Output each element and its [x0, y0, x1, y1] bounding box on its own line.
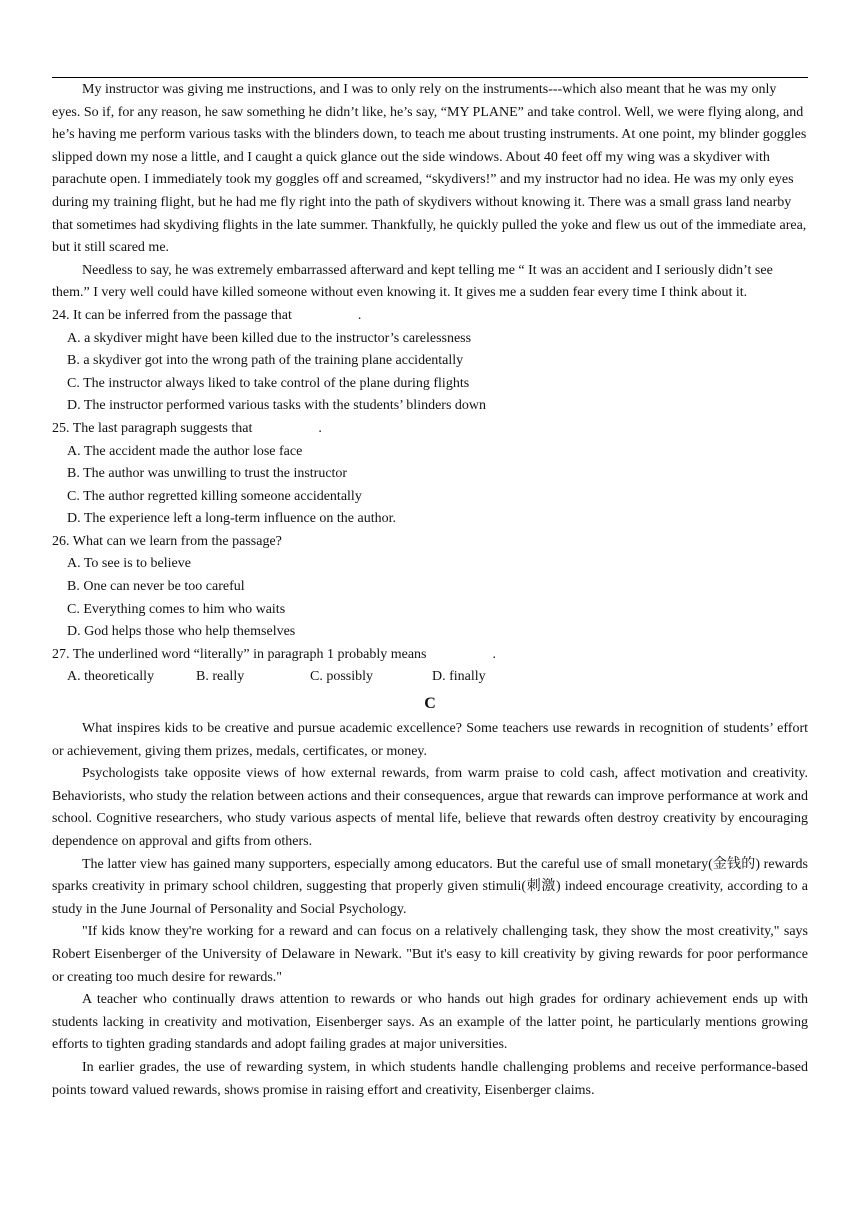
- inline-options: [52, 666, 808, 689]
- option-b: B. really: [196, 669, 245, 685]
- passage-c-paragraph-4: "If kids know they're working for a reward and can focus on a relatively challenging task, they show the most creativity," says Robert Eisenberger of the University of Delaware in Newark. "But it's easy to kill creativity by giving rewards for poor performance or creating too much desire for rewards.": [52, 924, 808, 985]
- question-stem: [52, 305, 808, 328]
- option-a: A. theoretically: [67, 669, 155, 685]
- option-d: D. The experience left a long-term influence on the author.: [67, 511, 396, 527]
- question-stem-text: 24. It can be inferred from the passage that: [52, 307, 292, 323]
- page-content: [52, 79, 808, 1102]
- option-a: A. To see is to believe: [67, 556, 191, 572]
- question-stem: [52, 418, 808, 441]
- option-c: C. Everything comes to him who waits: [67, 601, 286, 617]
- option-b: B. The author was unwilling to trust the instructor: [67, 466, 348, 482]
- passage-c-paragraph-2: Psychologists take opposite views of how external rewards, from warm praise to cold cash, affect motivation and creativity. Behaviorists, who study the relation between actions and their consequences, argue that rewards can improve performance at work and school. Cognitive researchers, who study various aspects of mental life, believe that rewards often destroy creativity by encouraging dependence on approval and gifts from others.: [52, 766, 808, 849]
- section-c-heading: C: [424, 695, 436, 713]
- passage-b-paragraph-1: My instructor was giving me instructions, and I was to only rely on the instruments---which also meant that he was my only eyes. So if, for any reason, he saw something he didn’t like, he’s say, “MY PLANE” and take control. Well, we were flying along, and he’s having me perform various tasks with the blinders down, to teach me about trusting instruments. At one point, my blinder goggles slipped down my nose a little, and I caught a quick glance out the side windows. About 40 feet off my wing was a skydiver with parachute open. I immediately took my goggles off and screamed, “skydivers!” and my instructor had no idea. He was my only eyes during my training flight, but he had me fly right into the path of skydivers without knowing it. There was a small grass land nearby that sometimes had skydiving flights in the late summer. Thankfully, he quickly pulled the yoke and flew us out of the immediate area, but it still scared me.: [52, 82, 807, 256]
- question-26: [52, 531, 808, 644]
- question-stem: 26. What can we learn from the passage?: [52, 533, 282, 549]
- passage-b-paragraph-2: Needless to say, he was extremely embarrassed afterward and kept telling me “ It was an accident and I seriously didn’t see them.” I very well could have killed someone without even knowing it. It gives me a sudden fear every time I think about it.: [52, 262, 773, 301]
- question-stem-text: 25. The last paragraph suggests that: [52, 420, 253, 436]
- option-c: C. The author regretted killing someone accidentally: [67, 488, 362, 504]
- question-stem: [52, 644, 808, 667]
- question-stem-end: .: [492, 646, 497, 662]
- option-c: C. possibly: [310, 669, 374, 685]
- option-c: C. The instructor always liked to take control of the plane during flights: [67, 375, 470, 391]
- question-stem-end: .: [357, 307, 362, 323]
- header-rule: [52, 77, 808, 78]
- option-b: B. a skydiver got into the wrong path of the training plane accidentally: [67, 353, 464, 369]
- option-a: A. The accident made the author lose face: [67, 443, 303, 459]
- passage-c-paragraph-3: The latter view has gained many supporters, especially among educators. But the careful use of small monetary(金钱的) rewards sparks creativity in primary school children, suggesting that properly given stimuli(刺激) indeed encourage creativity, according to a study in the June Journal of Personality and Social Psychology.: [52, 856, 808, 917]
- question-stem-text: 27. The underlined word “literally” in paragraph 1 probably means: [52, 646, 427, 662]
- question-stem-end: .: [318, 420, 322, 436]
- question-25: [52, 418, 808, 531]
- passage-c-paragraph-5: A teacher who continually draws attention to rewards or who hands out high grades for ordinary achievement ends up with students lacking in creativity and motivation, Eisenberger says. As an example of the latter point, he particularly mentions growing efforts to tighten grading standards and adopt failing grades at major universities.: [52, 992, 808, 1053]
- question-27: [52, 644, 808, 689]
- option-d: D. God helps those who help themselves: [67, 624, 296, 640]
- question-24: [52, 305, 808, 418]
- option-a: A. a skydiver might have been killed due to the instructor’s carelessness: [67, 330, 472, 346]
- option-b: B. One can never be too careful: [67, 579, 245, 595]
- passage-c-paragraph-1: What inspires kids to be creative and pursue academic excellence? Some teachers use rewards in recognition of students’ effort or achievement, giving them prizes, medals, certificates, or money.: [52, 721, 808, 759]
- option-d: D. The instructor performed various tasks with the students’ blinders down: [67, 398, 487, 414]
- option-d: D. finally: [432, 669, 486, 685]
- passage-c-paragraph-6: In earlier grades, the use of rewarding system, in which students handle challenging problems and receive performance-based points toward valued rewards, shows promise in raising effort and creativity, Eisenberger claims.: [52, 1059, 808, 1098]
